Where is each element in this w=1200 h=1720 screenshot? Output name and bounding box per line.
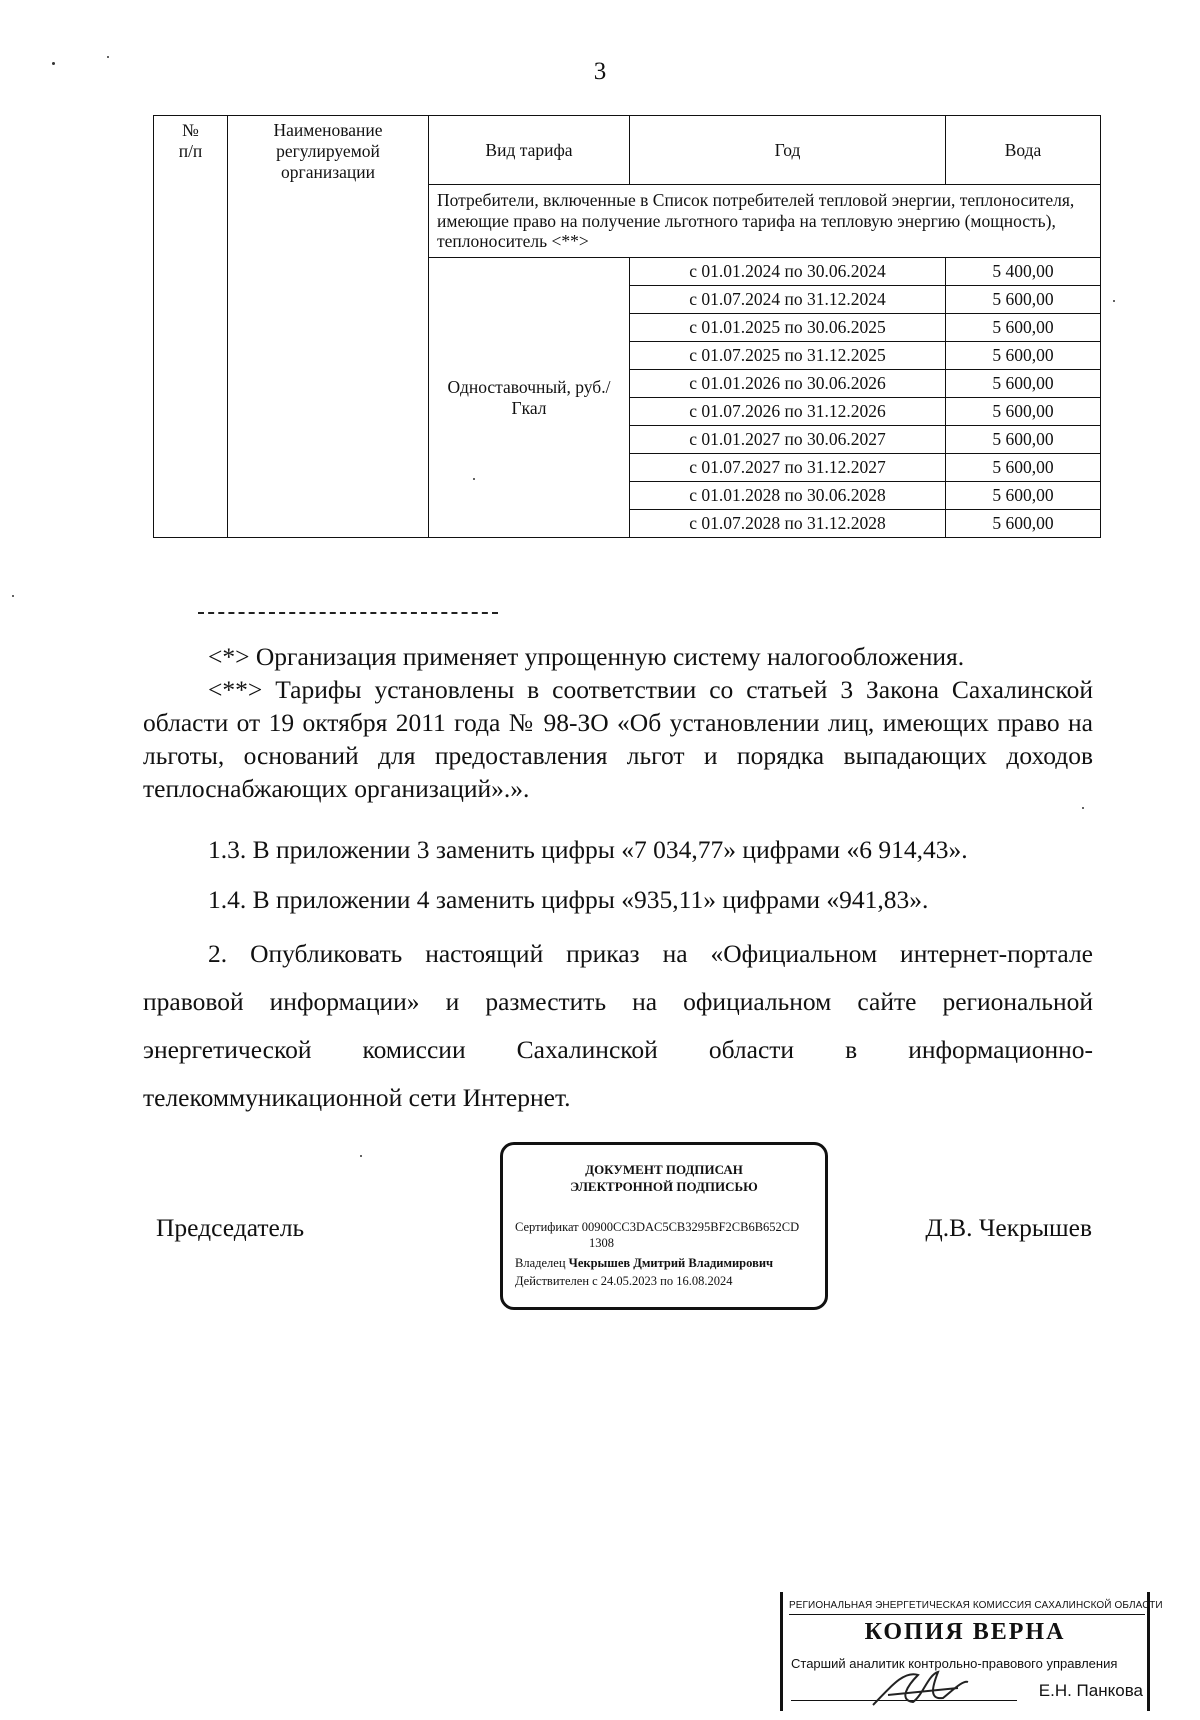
period-cell: с 01.01.2028 по 30.06.2028 (630, 482, 946, 510)
price-cell: 5 600,00 (946, 510, 1101, 538)
signature-certificate (515, 1219, 799, 1235)
price-cell: 5 400,00 (946, 258, 1101, 286)
owner-label: Владелец (515, 1256, 566, 1270)
period-cell: с 01.07.2025 по 31.12.2025 (630, 342, 946, 370)
footnote-divider (198, 612, 498, 614)
tariff-table (153, 115, 1101, 538)
paragraph-1-4: 1.4. В приложении 4 заменить цифры «935,11» цифрами «941,83». (208, 885, 929, 914)
header-org-name-label: Наименование регулируемой организации (273, 120, 383, 182)
period-cell: с 01.07.2028 по 31.12.2028 (630, 510, 946, 538)
header-tariff-kind: Вид тарифа (429, 116, 630, 185)
stamp-role: Старший аналитик контрольно-правового управления (791, 1656, 1118, 1671)
signature-title-line-1: ДОКУМЕНТ ПОДПИСАН (585, 1162, 743, 1177)
electronic-signature-box (500, 1142, 828, 1310)
price-cell: 5 600,00 (946, 482, 1101, 510)
period-cell: с 01.01.2027 по 30.06.2027 (630, 426, 946, 454)
paragraph-2: 2. Опубликовать настоящий приказ на «Официальном интернет-портале правовой информации» и разместить на официальном сайте региональной энергетической комиссии Сахалинской области в информационно-телекоммуникационной сети Интернет. (143, 939, 1093, 1112)
price-cell: 5 600,00 (946, 342, 1101, 370)
header-num-label: № п/п (178, 120, 203, 161)
header-year: Год (630, 116, 946, 185)
certificate-label: Сертификат (515, 1220, 579, 1234)
price-cell: 5 600,00 (946, 314, 1101, 342)
period-cell: с 01.07.2026 по 31.12.2026 (630, 398, 946, 426)
tariff-kind-cell: Одноставочный, руб./Гкал (429, 258, 630, 538)
header-water: Вода (946, 116, 1101, 185)
signature-title-line-2: ЭЛЕКТРОННОЙ ПОДПИСЬЮ (570, 1179, 758, 1194)
certificate-value: 00900CC3DAC5CB3295BF2CB6B652CD (581, 1220, 800, 1234)
price-cell: 5 600,00 (946, 286, 1101, 314)
handwritten-signature (868, 1660, 978, 1720)
price-cell: 5 600,00 (946, 370, 1101, 398)
signer-role: Председатель (156, 1213, 305, 1242)
footnote-2: <**> Тарифы установлены в соответствии со статьей 3 Закона Сахалинской области от 19 октября 2011 года № 98-ЗО «Об установлении лиц, имеющих право на льготы, оснований для предоставления льгот и порядка выпадающих доходов теплоснабжающих организаций».». (143, 675, 1093, 803)
owner-value: Чекрышев Дмитрий Владимирович (568, 1256, 774, 1270)
certificate-value-tail: 1308 (589, 1236, 614, 1250)
page-number: 3 (593, 58, 607, 85)
period-cell: с 01.01.2024 по 30.06.2024 (630, 258, 946, 286)
stamp-organization: РЕГИОНАЛЬНАЯ ЭНЕРГЕТИЧЕСКАЯ КОМИССИЯ САХАЛИНСКОЙ ОБЛАСТИ (789, 1600, 1145, 1615)
footnote-1: <*> Организация применяет упрощенную систему налогообложения. (208, 642, 965, 671)
paragraph-1-3: 1.3. В приложении 3 заменить цифры «7 034,77» цифрами «6 914,43». (208, 835, 968, 864)
price-cell: 5 600,00 (946, 454, 1101, 482)
price-cell: 5 600,00 (946, 426, 1101, 454)
stamp-name: Е.Н. Панкова (1038, 1681, 1143, 1700)
signer-name: Д.В. Чекрышев (925, 1213, 1092, 1242)
signature-owner (515, 1255, 773, 1271)
period-cell: с 01.01.2025 по 30.06.2025 (630, 314, 946, 342)
signature-box-title (503, 1161, 825, 1195)
category-label: Потребители, включенные в Список потребителей тепловой энергии, теплоносителя, имеющие право на получение льготного тарифа на тепловую энергию (мощность), теплоноситель <**> (429, 185, 1101, 258)
period-cell: с 01.01.2026 по 30.06.2026 (630, 370, 946, 398)
period-cell: с 01.07.2027 по 31.12.2027 (630, 454, 946, 482)
header-num (154, 116, 228, 538)
period-cell: с 01.07.2024 по 31.12.2024 (630, 286, 946, 314)
header-org-name (228, 116, 429, 538)
price-cell: 5 600,00 (946, 398, 1101, 426)
signature-validity: Действителен с 24.05.2023 по 16.08.2024 (515, 1274, 733, 1288)
stamp-copy-title: КОПИЯ ВЕРНА (864, 1619, 1066, 1645)
table-header-row (154, 116, 1101, 185)
